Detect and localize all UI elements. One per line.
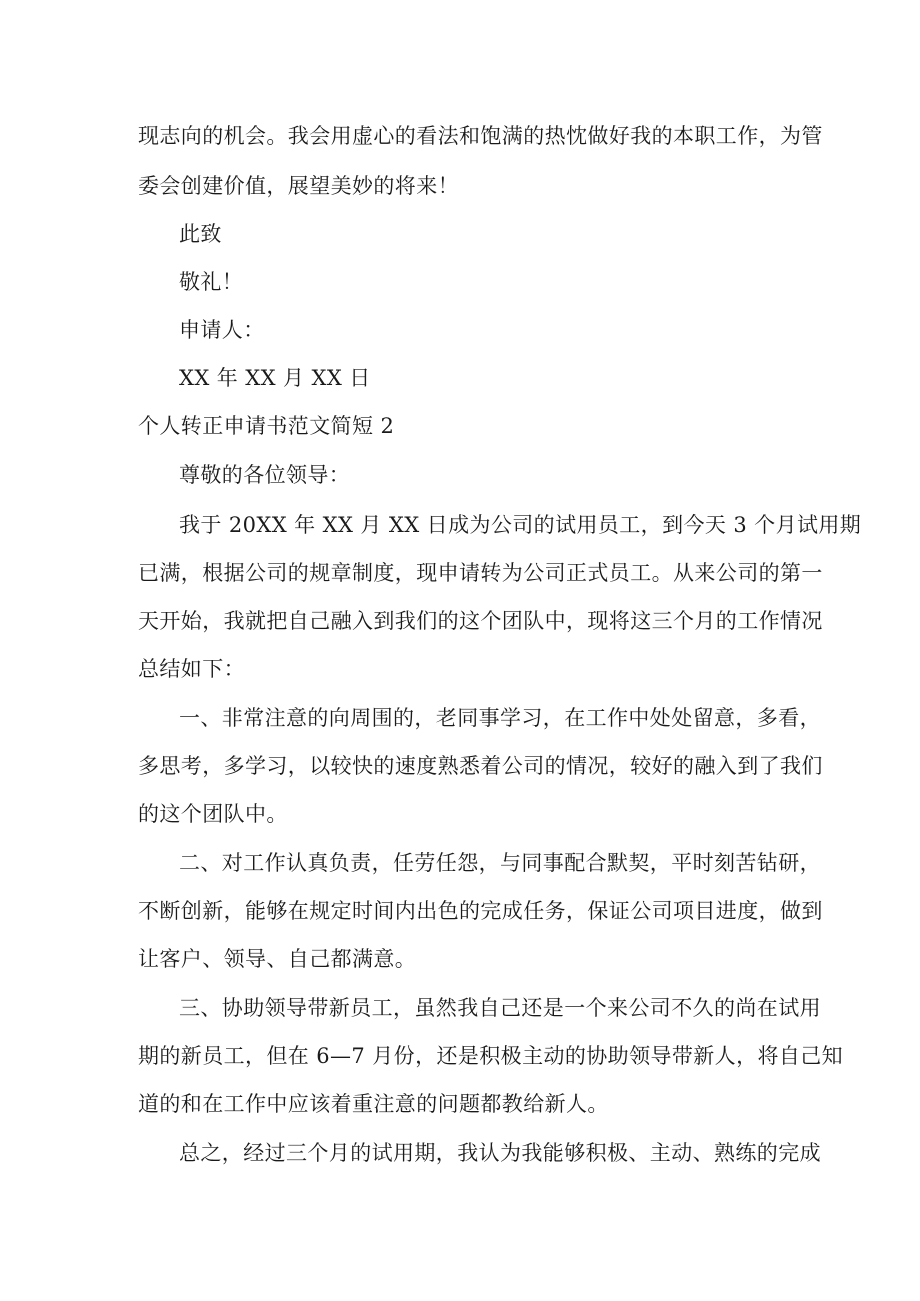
body-text-line: 天开始，我就把自己融入到我们的这个团队中，现将这三个月的工作情况 — [138, 609, 823, 633]
closing-line: 敬礼！ — [179, 270, 244, 294]
section-heading: 个人转正申请书范文简短 2 — [138, 414, 395, 438]
salutation: 尊敬的各位领导： — [179, 463, 351, 487]
body-text-line: 三、协助领导带新员工，虽然我自己还是一个来公司不久的尚在试用 — [179, 996, 821, 1020]
body-text-line: 二、对工作认真负责，任劳任怨，与同事配合默契，平时刻苦钻研， — [179, 851, 821, 875]
body-text-line: 总结如下： — [138, 657, 245, 681]
body-text-line: 总之，经过三个月的试用期，我认为我能够积极、主动、熟练的完成 — [179, 1141, 821, 1165]
applicant-label: 申请人： — [179, 318, 265, 342]
body-text-line: 一、非常注意的向周围的，老同事学习，在工作中处处留意，多看， — [179, 706, 821, 730]
date-line: XX 年 XX 月 XX 日 — [179, 366, 371, 390]
body-text-line: 已满，根据公司的规章制度，现申请转为公司正式员工。从来公司的第一 — [138, 561, 823, 585]
body-text-line: 我于 20XX 年 XX 月 XX 日成为公司的试用员工，到今天 3 个月试用期 — [179, 513, 862, 537]
body-text-line: 道的和在工作中应该着重注意的问题都教给新人。 — [138, 1092, 609, 1116]
body-text-line: 期的新员工，但在 6—7 月份，还是积极主动的协助领导带新人，将自己知 — [138, 1044, 844, 1068]
body-text-line: 委会创建价值，展望美妙的将来！ — [138, 174, 459, 198]
body-text-line: 让客户、领导、自己都满意。 — [138, 947, 417, 971]
body-text-line: 现志向的机会。我会用虚心的看法和饱满的热忱做好我的本职工作，为管 — [138, 124, 823, 148]
body-text-line: 的这个团队中。 — [138, 802, 288, 826]
closing-line: 此致 — [179, 222, 222, 246]
body-text-line: 不断创新，能够在规定时间内出色的完成任务，保证公司项目进度，做到 — [138, 899, 823, 923]
body-text-line: 多思考，多学习，以较快的速度熟悉着公司的情况，较好的融入到了我们 — [138, 754, 823, 778]
